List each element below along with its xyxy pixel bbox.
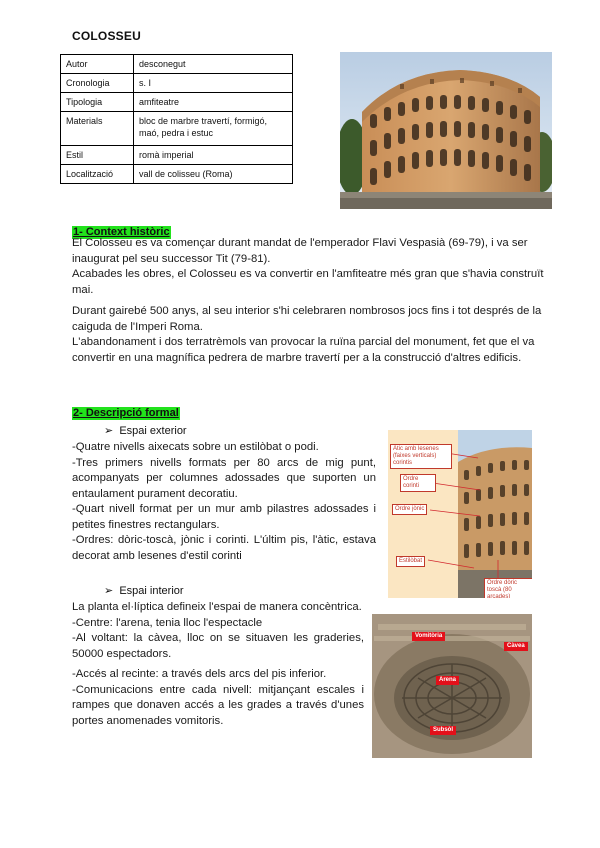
section-1-heading-text: 1- Context històric — [73, 226, 170, 238]
table-row — [61, 112, 293, 146]
interior-body — [72, 600, 364, 729]
section-2-heading-text: 2- Descripció formal — [73, 407, 179, 419]
table-row — [61, 146, 293, 165]
interior-title: Espai interior — [119, 585, 184, 597]
subsol-label: Subsòl — [430, 726, 456, 735]
exterior-title: Espai exterior — [119, 425, 187, 437]
paragraph: El Colosseu es va començar durant mandat de l'emperador Flavi Vespasià (69-79), i va ser inaugurat pel seu successor Tit (79-81). — [72, 237, 528, 265]
list-item: La planta el·líptica defineix l'espai de manera concèntrica. — [72, 601, 362, 613]
table-row — [61, 165, 293, 184]
bullet-arrow-icon: ➢ — [104, 425, 114, 437]
arena-label: Arena — [436, 676, 459, 685]
table-key: Tipologia — [61, 93, 134, 112]
corinti-label: Ordre corinti — [400, 474, 436, 492]
list-item: -Ordres: dòric-toscà, jònic i corinti. L'últim pis, l'àtic, estava decorat amb lesenes d'estil corinti — [72, 534, 376, 562]
doric-label: Ordre dòric toscà (80 arcades) — [484, 578, 532, 598]
list-item: -Centre: l'arena, tenia lloc l'espectacle — [72, 616, 263, 629]
list-item: -Quart nivell format per un mur amb pilastres adossades i petites finestres rectangulars. — [72, 503, 376, 531]
colosseum-exterior-photo — [340, 52, 552, 209]
estilobat-label: Estilòbat — [396, 556, 425, 567]
section-2-heading — [72, 403, 180, 421]
exterior-body — [72, 440, 376, 564]
table-key: Estil — [61, 146, 134, 165]
table-value: bloc de marbre travertí, formigó, maó, pedra i estuc — [134, 112, 293, 146]
bullet-arrow-icon: ➢ — [104, 585, 114, 597]
atic-label: Àtic amb lesenes (faixes verticals) corintis — [390, 444, 452, 469]
list-item: -Accés al recinte: a través dels arcs del pis inferior. — [72, 668, 327, 680]
table-value: s. I — [134, 74, 293, 93]
table-row — [61, 93, 293, 112]
section-1-body — [72, 236, 552, 366]
list-item: -Comunicacions entre cada nivell: mitjançant escales i rampes que donaven accés a les grades a través d'unes portes anomenades vomitoris. — [72, 683, 364, 727]
table-key: Materials — [61, 112, 134, 146]
table-value: romà imperial — [134, 146, 293, 165]
vomitori-label: Vomitòria — [412, 632, 445, 641]
table-key: Localització — [61, 165, 134, 184]
info-table — [60, 54, 293, 184]
colosseum-orders-diagram — [388, 430, 532, 598]
table-key: Cronologia — [61, 74, 134, 93]
table-value: amfiteatre — [134, 93, 293, 112]
cavea-label: Càvea — [504, 642, 528, 651]
page-title: COLOSSEU — [72, 29, 141, 43]
interior-subheading — [104, 584, 184, 599]
colosseum-interior-photo — [372, 614, 532, 758]
exterior-subheading — [104, 424, 187, 439]
table-value: vall de colisseu (Roma) — [134, 165, 293, 184]
jonic-label: Ordre jònic — [392, 504, 427, 515]
list-item: -Tres primers nivells formats per 80 arcs de mig punt, acompanyats per columnes adossades que suporten un entaulament purament decoratiu. — [72, 456, 376, 500]
paragraph: Acabades les obres, el Colosseu es va convertir en l'amfiteatre més gran que s'havia construït mai. — [72, 268, 544, 296]
paragraph: Durant gairebé 500 anys, al seu interior s'hi celebraren nombrosos jocs fins i tot després de la caiguda de l'Imperi Roma. — [72, 305, 542, 333]
table-key: Autor — [61, 55, 134, 74]
paragraph: L'abandonament i dos terratrèmols van provocar la ruïna parcial del monument, fet que el va convertir en una magnífica pedrera de marbre travertí per a la construcció d'altres edificis. — [72, 336, 535, 364]
list-item: -Quatre nivells aixecats sobre un estilòbat o podi. — [72, 441, 319, 453]
table-row — [61, 55, 293, 74]
list-item: -Al voltant: la càvea, lloc on se situaven les graderies, 50000 espectadors. — [72, 632, 364, 660]
table-row — [61, 74, 293, 93]
table-value: desconegut — [134, 55, 293, 74]
